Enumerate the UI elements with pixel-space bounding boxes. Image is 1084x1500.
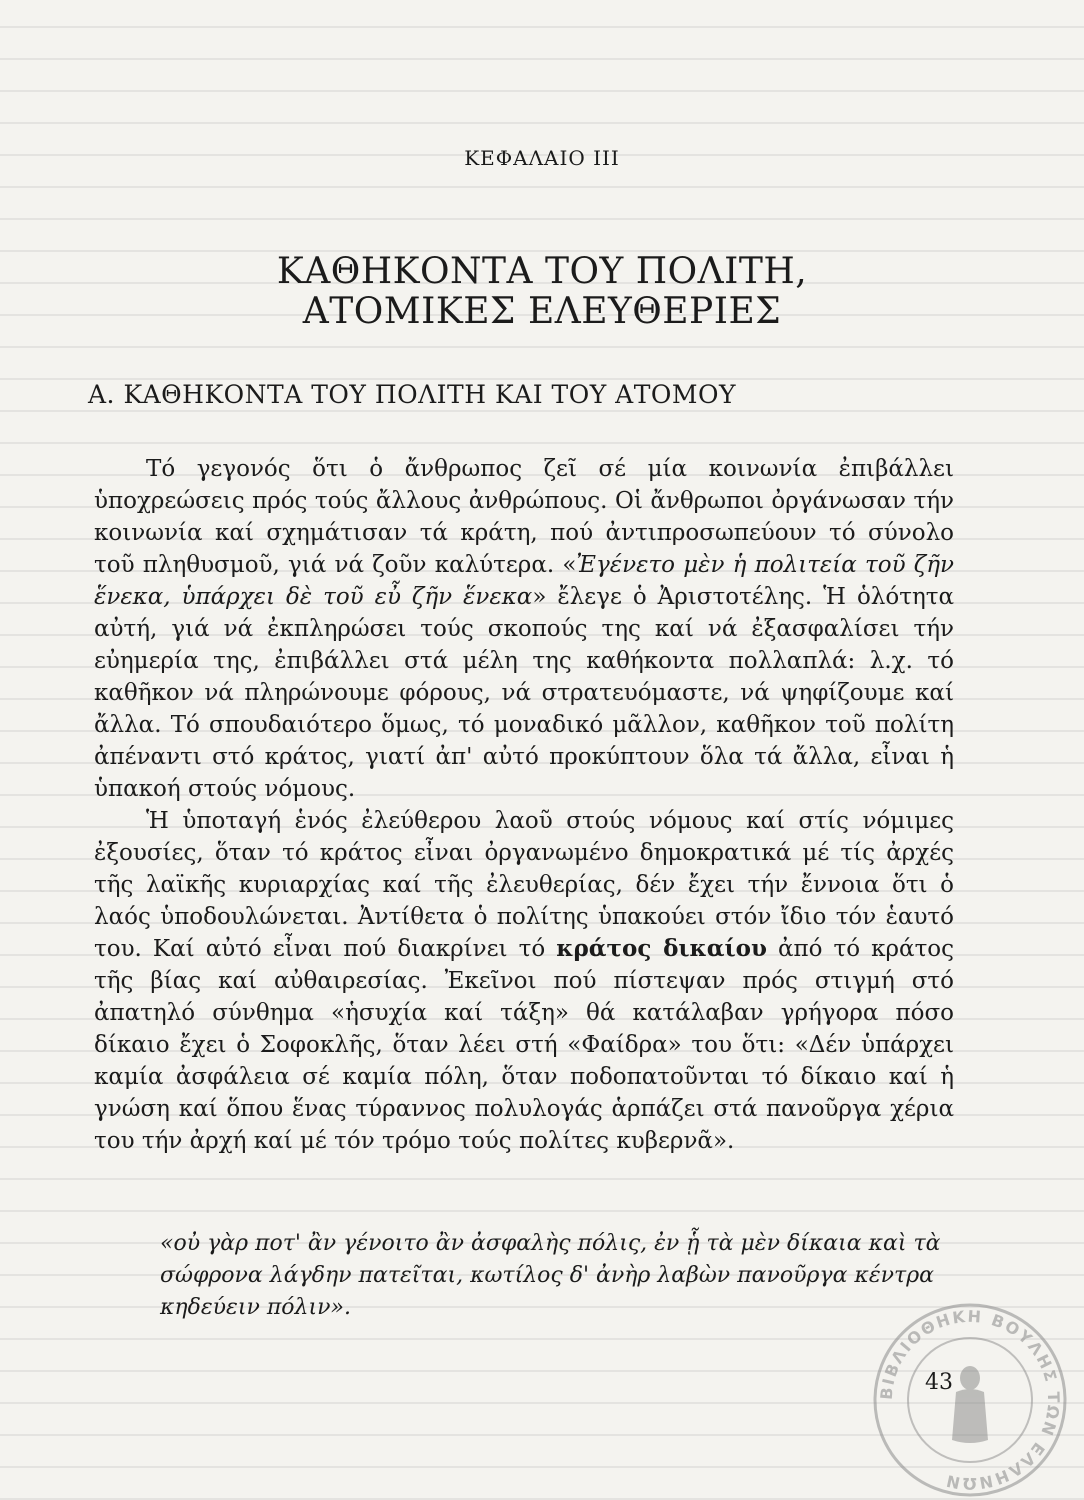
- stamp-text: ΒΙΒΛΙΟΘΗΚΗ ΒΟΥΛΗΣ ΤΩΝ ΕΛΛΗΝΩΝ: [876, 1306, 1064, 1494]
- title-line-1: ΚΑΘΗΚΟΝΤΑ ΤΟΥ ΠΟΛΙΤΗ,: [276, 251, 808, 292]
- library-stamp-icon: [870, 1300, 1070, 1500]
- chapter-heading: ΚΕΦΑΛΑΙΟ ΙΙΙ: [464, 146, 620, 170]
- section-heading: Α. ΚΑΘΗΚΟΝΤΑ ΤΟΥ ΠΟΛΙΤΗ ΚΑΙ ΤΟΥ ΑΤΟΜΟΥ: [88, 380, 736, 409]
- paragraph-1-text-a: Τό γεγονός ὅτι ὁ ἄνθρωπος ζεῖ σέ μία κοινωνία ἐπιβάλλει ὑποχρεώσεις πρός τούς ἄλλους ἀνθρώπους. Οἱ ἄνθρωποι ὀργάνωσαν τήν κοινωνία καί σχημάτισαν τά κράτη, πού ἀντιπροσωπεύουν τό σύνολο τοῦ πληθυσμοῦ, γιά νά ζοῦν καλύτερα. «: [94, 456, 954, 578]
- stamp-figure: [952, 1366, 988, 1443]
- title-line-2: ΑΤΟΜΙΚΕΣ ΕΛΕΥΘΕΡΙΕΣ: [302, 291, 782, 332]
- page-title: [0, 252, 1084, 332]
- paragraph-2-text-b: ἀπό τό κράτος τῆς βίας καί αὐθαιρεσίας. Ἐκεῖνοι πού πίστεψαν πρός στιγμή στό ἀπατηλό σύνθημα «ἡσυχία καί τάξη» θά κατάλαβαν γρήγορα πόσο δίκαιο ἔχει ὁ Σοφοκλῆς, ὅταν λέει στή «Φαίδρα» του ὅτι: «Δέν ὑπάρχει καμία ἀσφάλεια σέ καμία πόλη, ὅταν ποδοπατοῦνται τό δίκαιο καί ἡ γνώση καί ὅπου ἕνας τύραννος πολυλογάς ἁρπάζει στά πανοῦργα χέρια του τήν ἀρχή καί μέ τόν τρόμο τούς πολίτες κυβερνᾶ».: [94, 936, 955, 1154]
- aristotle-quote: Ἐγένετο μὲν ἡ πολιτεία τοῦ ζῆν ἕνεκα, ὑπάρχει δὲ τοῦ εὖ ζῆν ἕνεκα: [94, 552, 954, 610]
- paragraph-2: [94, 805, 954, 1157]
- quote-line-3: κηδεύειν πόλιν».: [160, 1295, 351, 1320]
- sophocles-quote: [160, 1228, 950, 1324]
- paragraph-1: [94, 453, 954, 805]
- page-number: 43: [925, 1370, 953, 1395]
- quote-line-2: σώφρονα λάγδην πατεῖται, κωτίλος δ' ἀνὴρ λαβὼν πανοῦργα κέντρα: [160, 1263, 934, 1288]
- body-text: [94, 453, 954, 1157]
- bold-term: κράτος δικαίου: [556, 935, 767, 962]
- paragraph-2-text-a: Ἡ ὑποταγή ἑνός ἐλεύθερου λαοῦ στούς νόμους καί στίς νόμιμες ἐξουσίες, ὅταν τό κράτος εἶναι ὀργανωμένο δημοκρατικά μέ τίς ἀρχές τῆς λαϊκῆς κυριαρχίας καί τῆς ἐλευθερίας, δέν ἔχει τήν ἔννοια ὅτι ὁ λαός ὑποδουλώνεται. Ἀντίθετα ὁ πολίτης ὑπακούει στόν ἴδιο τόν ἑαυτό του. Καί αὐτό εἶναι πού διακρίνει τό: [94, 808, 954, 962]
- paragraph-1-text-b: » ἔλεγε ὁ Ἀριστοτέλης. Ἡ ὁλότητα αὐτή, γιά νά ἐκπληρώσει τούς σκοπούς της καί νά ἐξασφαλίσει τήν εὐημερία της, ἐπιβάλλει στά μέλη της καθήκοντα πολλαπλά: λ.χ. τό καθῆκον νά πληρώνουμε φόρους, νά στρατευόμαστε, νά ψηφίζουμε καί ἄλλα. Τό σπουδαιότερο ὅμως, τό μοναδικό μᾶλλον, καθῆκον τοῦ πολίτη ἀπέναντι στό κράτος, γιατί ἀπ' αὐτό προκύπτουν ὅλα τά ἄλλα, εἶναι ἡ ὑπακοή στούς νόμους.: [94, 584, 954, 802]
- quote-line-1: «οὐ γὰρ ποτ' ἂν γένοιτο ἂν ἀσφαλὴς πόλις, ἐν ᾗ τὰ μὲν δίκαια καὶ τὰ: [160, 1231, 941, 1256]
